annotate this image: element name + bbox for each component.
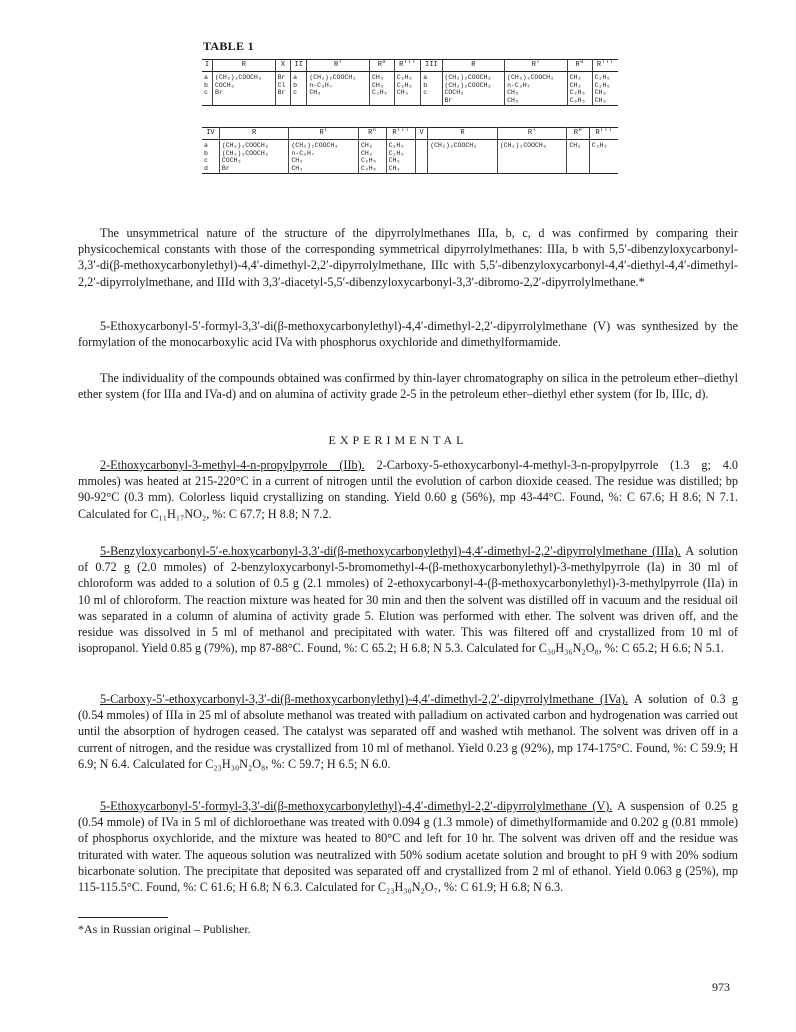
footnote: *As in Russian original – Publisher.	[78, 922, 251, 936]
table-header-cell: R"	[567, 60, 592, 72]
paragraph-individuality: The individuality of the compounds obtained was confirmed by thin-layer chromatography on silica in the petroleum ether–diethyl ether system (for IIIa and IVa-d) and on alumina of activity grade 2-5 in the petroleum ether–diethyl ether system (for Ib, IIIc, d).	[78, 371, 738, 402]
table-cell: (CH₂)₂COOCH₃ n-C₃H₇ CH₃ CH₃	[505, 72, 568, 106]
table-header-cell: R"	[567, 128, 589, 140]
entry-title: 5-Benzyloxycarbonyl-5′-e.hoxycarbonyl-3,3′-di(β-methoxycarbonylethyl)-4,4′-dimethyl-2,2′-dipyrrolylmethane (IIIa).	[100, 544, 681, 558]
table-cell: C₂H₅	[589, 140, 618, 174]
paragraph-structure-confirmation: The unsymmetrical nature of the structure of the dipyrrolylmethanes IIIa, b, c, d was confirmed by comparing their physicochemical constants with those of the corresponding symmetrical dipyrrolylmethanes: IIIa, b with 5,5′-dibenzyloxycarbonyl-3,3′-di(β-methoxycarbonylethyl)-4,4′-dimethyl-2,2′-dipyrrolylmethane, IIIc with 5,5′-dibenzyloxycarbonyl-4,4′-diethyl-4,4′-dimethyl-2,2′-dipyrrolylmethane, and IIId with 3,3′-diacetyl-5,5′-dibenzyloxycarbonyl-3,3′-dibromo-2,2′-dipyrrolylmethane.*	[78, 226, 738, 289]
table-cell: a b c	[204, 74, 208, 97]
table-cell: Br Cl Br	[275, 72, 290, 106]
experimental-entry-v	[78, 798, 738, 895]
entry-body: 2-Carboxy-5-ethoxycarbonyl-4-methyl-3-n-propylpyrrole (1.3 g; 4.0 mmoles) was heated at 215-220°C in a current of nitrogen until the evolution of carbon dioxide ceased. The residue was distilled; bp 90-92°C (0.3 mm). Colorless liquid crystallizing on standing. Yield 0.60 g (56%), mp 43-44°C. Found, %: C 67.6; H 8.6; N 7.1. Calculated for C₁₁H₁₇NO₂, %: C 67.7; H 8.8; N 7.2.	[78, 458, 738, 521]
table-header-cell: R	[219, 128, 289, 140]
table-cell: a b c	[421, 72, 442, 106]
table-cell: (CH₂)₂COOCH₃ (CH₂)₂COOCH₃ COCH₃ Br	[442, 72, 505, 106]
experimental-heading: EXPERIMENTAL	[328, 433, 468, 447]
page-number: 973	[712, 980, 730, 994]
table-cell: (CH₂)₂COOCH₃ (CH₂)₂COOCH₃ COCH₃ Br	[219, 140, 289, 174]
footnote-rule	[78, 917, 168, 918]
table-header-cell: R	[428, 128, 498, 140]
table-header-cell: R'	[289, 128, 359, 140]
table-cell: CH₃	[567, 140, 589, 174]
table-header-cell: R'''	[589, 128, 618, 140]
table-cell: a b c	[291, 72, 307, 106]
table-header-cell: R'''	[394, 60, 420, 72]
entry-title: 2-Ethoxycarbonyl-3-methyl-4-n-propylpyrrole (IIb).	[100, 458, 365, 472]
table-header-cell: R'''	[386, 128, 415, 140]
table-cell: C₂H₅ C₂H₅ CH₃	[394, 72, 420, 106]
table-header-cell: R"	[358, 128, 386, 140]
table-bottom	[202, 127, 618, 174]
table-header-cell: V	[415, 128, 427, 140]
table-header-cell: R"	[369, 60, 394, 72]
table-cell: CH₃ CH₃ C₂H₅	[369, 72, 394, 106]
table-cell: (CH₂)₂COOCH₃ n-C₃H₇ CH₃	[307, 72, 370, 106]
experimental-entry-iib	[78, 457, 738, 522]
table-title: TABLE 1	[203, 39, 254, 53]
table-header-cell: I	[202, 60, 213, 72]
table-header-cell: X	[275, 60, 290, 72]
entry-body: A solution of 0.3 g (0.54 mmoles) of IIIa in 25 ml of absolute methanol was treated with palladium on activated carbon and hydrogenation was carried out until the absorption of hydrogen ceased. The catalyst was separated off and washed wtih methanol. The solvent was driven off in a current of nitrogen, and the residue was crystallized from 10 ml of methanol. Yield 0.23 g (92%), mp 174-175°C. Found, %: C 59.9; H 6.9; N 6.4. Calculated for C₂₃H₃₀N₂O₈, %: C 59.7; H 6.5; N 6.0.	[78, 692, 738, 771]
entry-title: 5-Carboxy-5′-ethoxycarbonyl-3,3′-di(β-methoxycarbonylethyl)-4,4′-dimethyl-2,2′-dipyrrolylmethane (IVa).	[100, 692, 629, 706]
table-cell: (CH₂)₂COOCH₃	[497, 140, 567, 174]
experimental-entry-iiia	[78, 543, 738, 656]
table-header-cell: R	[442, 60, 505, 72]
entry-title: 5-Ethoxycarbonyl-5′-formyl-3,3′-di(β-methoxycarbonylethyl)-4,4′-dimethyl-2,2′-dipyrrolylmethane (V).	[100, 799, 613, 813]
entry-body: A suspension of 0.25 g (0.54 mmole) of IVa in 5 ml of dichloroethane was treated with 0.094 g (1.3 mmole) of dimethylformamide and 0.202 g (0.81 mmole) of phosphorus oxychloride, and the mixture was heated to 80°C and left for 10 hr. The solvent was driven off and the residue was triturated with water. The aqueous solution was neutralized with 50% sodium acetate solution and brought to pH 9 with 20% sodium bicarbonate solution. The precipitate that deposited was separated off and crystallized from 2 ml of ethanol. Yield 0.063 g (25%), mp 115-115.5°C. Found, %: C 61.6; H 6.8; N 6.3. Calculated for C₂₃H₃₀N₂O₇, %: C 61.9; H 6.8; N 6.3.	[78, 799, 738, 895]
table-cell: (CH₂)₂COOCH₃	[428, 140, 498, 174]
table-cell: (CH₂)₂COOCH₃ COCH₃ Br	[213, 72, 276, 106]
experimental-entry-iva	[78, 691, 738, 772]
table-header-cell: III	[421, 60, 442, 72]
table-header-cell: R'''	[592, 60, 618, 72]
table-cell: C₂H₅ C₂H₅ CH₃ CH₃	[592, 72, 618, 106]
table-header-cell: R	[213, 60, 276, 72]
table-cell: a b c d	[204, 142, 208, 172]
table-header-cell: II	[291, 60, 307, 72]
table-header-cell: R'	[307, 60, 370, 72]
table-top	[202, 59, 618, 106]
paragraph-synthesis-v: 5-Ethoxycarbonyl-5′-formyl-3,3′-di(β-methoxycarbonylethyl)-4,4′-dimethyl-2,2′-dipyrrolylmethane (V) was synthesized by the formylation of the monocarboxylic acid IVa with phosphorus oxychloride and dimethylformamide.	[78, 319, 738, 350]
table-header-cell: R'	[497, 128, 567, 140]
table-header-cell: IV	[202, 128, 219, 140]
table-cell: CH₃ CH₃ C₂H₅ C₆H₅	[567, 72, 592, 106]
table-header-cell: R'	[505, 60, 568, 72]
entry-body: A solution of 0.72 g (2.0 mmoles) of 2-benzyloxycarbonyl-5-bromomethyl-4-(β-methoxycarbonylethyl)-3-methylpyrrole (Ia) in 30 ml of chloroform was added to a solution of 0.5 g (2.1 mmoles) of 2-ethoxycarbonyl-4-(β-methoxycarbonylethyl)-3-methylpyrrole (IIa) in 10 ml of chloroform. The reaction mixture was heated for 30 min and then the solvent was distilled off in vacuum and the residual oil was separated in a column of alumina of activity grade 5. Elution was performed with ether. The solvent was driven off, and the residue was dissolved in 5 ml of methanol and precipitated with water. This was filtered off and crystallized from 10 ml of isopropanol. Yield 0.85 g (79%), mp 87-88°C. Found, %: C 65.2; H 6.8; N 5.3. Calculated for C₃₀H₃₆N₂O₈, %: C 65.2; H 6.6; N 5.1.	[78, 544, 738, 656]
table-cell: CH₃ CH₃ C₂H₅ C₂H₅	[358, 140, 386, 174]
table-cell: (CH₂)₂COOCH₃ n-C₃H₇ CH₃ CH₃	[289, 140, 359, 174]
table-cell: C₂H₅ C₂H₅ CH₃ CH₃	[386, 140, 415, 174]
table-cell	[415, 140, 427, 174]
